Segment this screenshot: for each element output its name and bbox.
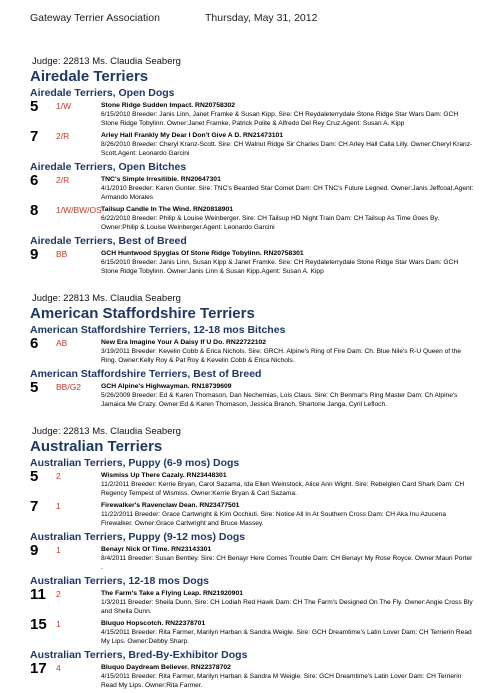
- dog-name: GCH Huntwood Spyglas Of Stone Ridge Tobylinn. RN20758301: [101, 250, 304, 257]
- entry-award: 2: [56, 589, 61, 599]
- dog-details: 8/26/2010 Breeder: Cheryl Kranz-Scott. Sire: CH Walnut Ridge Sir Charles Dam: CH Arley Hall Calla Lilly. Owner:Cheryl Kranz-Scott.Agent: Leonardo Garcini: [101, 141, 473, 157]
- entry-row: [30, 335, 475, 365]
- entry-body: [101, 249, 475, 276]
- class-heading: Australian Terriers, Puppy (9-12 mos) Dogs: [30, 531, 246, 543]
- judge-line: Judge: 22813 Ms. Claudia Seaberg: [32, 56, 181, 67]
- entry-row: [30, 98, 475, 128]
- entry-award: 1: [56, 545, 61, 555]
- dog-name: Bluquo Hopscotch. RN22378701: [101, 620, 206, 627]
- results-list: [30, 56, 475, 693]
- judge-line: Judge: 22813 Ms. Claudia Seaberg: [32, 426, 181, 437]
- organization-name: Gateway Terrier Association: [30, 12, 160, 24]
- dog-details: 4/15/2011 Breeder: Rita Farmer, Marilyn Harban & Sandra M Weigle. Sire: GCH Dreamtime's Latin Lover Dam: CH Terrierin Read My Lips. Owner:Rita Farmer.: [101, 673, 462, 689]
- entry-body: [101, 545, 475, 572]
- dog-details: 4/15/2011 Breeder: Rita Farmer, Marilyn Harban & Sandra Weigle. Sire: GCH Dreamtime's Latin Lover Dam: CH Terrierin Read My Lips. Owner:Debby Sharp.: [101, 629, 472, 645]
- dog-details: 11/22/2011 Breeder: Grace Cartwright & Kim Occhiuti. Sire: Notice All In At Southern Cross Dam: CH Aka Inu Azucena Firewalker. Owner:Grace Cartwright and Bruce Massey.: [101, 511, 446, 527]
- entry-number: 5: [30, 379, 39, 396]
- dog-name: New Era Imagine Your A Daisy If U Do. RN22722102: [101, 339, 267, 346]
- breed-heading: American Staffordshire Terriers: [30, 305, 255, 322]
- entry-row: [30, 616, 475, 646]
- dog-name: The Farm's Take a Flying Leap. RN21920901: [101, 590, 244, 597]
- class-heading: Airedale Terriers, Open Bitches: [30, 161, 187, 173]
- entry-number: 5: [30, 468, 39, 485]
- entry-number: 7: [30, 498, 39, 515]
- entry-number: 8: [30, 202, 39, 219]
- entry-number: 15: [30, 616, 47, 633]
- dog-details: 1/3/2011 Breeder: Sheila Dunn. Sire: CH Lodiah Red Hawk Dam: CH The Farm's Designed On The Fly. Owner:Angie Cross Bly and Sheila Dunn.: [101, 599, 473, 615]
- section-spacer: [30, 412, 475, 426]
- entry-award: AB: [56, 338, 68, 348]
- entry-number: 6: [30, 335, 39, 352]
- entry-award: BB: [56, 249, 68, 259]
- entry-body: [101, 338, 475, 365]
- dog-details: 6/15/2010 Breeder: Janis Linn, Janet Framke & Susan Kipp. Sire: CH Reydaleterrydale Stone Ridge Star Wars Dam: GCH Stone Ridge Tobylinn. Owner:Janet Framke, Patrick Polite & Alfredo Del Rey Cruz.Agent: Susan A. Kipp: [101, 111, 459, 127]
- entry-row: [30, 498, 475, 528]
- entry-number: 5: [30, 98, 39, 115]
- class-heading: Airedale Terriers, Open Dogs: [30, 87, 175, 99]
- page-header: [30, 12, 318, 24]
- entry-award: BB/G2: [56, 382, 82, 392]
- class-heading: Australian Terriers, 12-18 mos Dogs: [30, 575, 209, 587]
- entry-body: [101, 205, 475, 232]
- dog-details: 3/19/2011 Breeder: Kevelin Cobb & Erica Nichols. Sire: GRCH. Alpine's Ring of Fire Dam: Ch. Blue Nile's R-U Queen of the Ring. Owner:Kelly Roy & Pat Roy & Kevelin Cobb & Erica Nichols.: [101, 348, 462, 364]
- entry-number: 7: [30, 128, 39, 145]
- entry-row: [30, 202, 475, 232]
- dog-details: 11/2/2011 Breeder: Kerrie Bryan, Carol Sazama, Ida Ellen Weinstock, Alice Ann Wight. Sire: Rebelglen Card Shark Dam: CH Regency Tempest of Wismiss. Owner:Kerrie Bryan & Carl Sazama.: [101, 481, 465, 497]
- entry-row: [30, 468, 475, 498]
- section-spacer: [30, 279, 475, 293]
- entry-body: [101, 619, 475, 646]
- entry-body: [101, 663, 475, 690]
- dog-name: Arley Hall Frankly My Dear I Don't Give A D. RN21473101: [101, 132, 284, 139]
- judge-line: Judge: 22813 Ms. Claudia Seaberg: [32, 293, 181, 304]
- entry-row: [30, 586, 475, 616]
- entry-award: 1/W: [56, 101, 72, 111]
- entry-award: 1/W/BW/OS: [56, 205, 102, 215]
- entry-number: 17: [30, 660, 47, 677]
- page-date: Thursday, May 31, 2012: [205, 12, 318, 24]
- class-heading: Australian Terriers, Puppy (6-9 mos) Dogs: [30, 457, 240, 469]
- entry-body: [101, 382, 475, 409]
- entry-award: 1: [56, 501, 61, 511]
- entry-number: 9: [30, 542, 39, 559]
- dog-name: Wismiss Up There Cazaly. RN23448301: [101, 472, 227, 479]
- class-heading: Airedale Terriers, Best of Breed: [30, 235, 187, 247]
- dog-details: 4/1/2010 Breeder: Karen Gunter. Sire: TNC's Bearded Star Comet Dam: CH TNC's Future Legned. Owner:Janis Jeffcoat.Agent: Armando Morales: [101, 185, 474, 201]
- dog-name: Tailsup Candle In The Wind. RN20818901: [101, 206, 234, 213]
- entry-award: 1: [56, 619, 61, 629]
- entry-award: 4: [56, 663, 61, 673]
- entry-row: [30, 246, 475, 276]
- entry-body: [101, 101, 475, 128]
- entry-body: [101, 471, 475, 498]
- dog-name: Stone Ridge Sudden Impact. RN20758302: [101, 102, 236, 109]
- entry-body: [101, 589, 475, 616]
- entry-award: 2/R: [56, 175, 70, 185]
- dog-name: Bluquo Daydream Believer. RN22378702: [101, 664, 231, 671]
- entry-award: 2: [56, 471, 61, 481]
- entry-number: 11: [30, 586, 46, 603]
- entry-body: [101, 175, 475, 202]
- dog-details: 8/4/2011 Breeder: Susan Bentley. Sire: CH Benayr Here Comes Trouble Dam: CH Benayr My Rose Royce. Owner:Mauri Porter .: [101, 555, 473, 571]
- dog-name: Benayr Nick Of Time. RN23143301: [101, 546, 212, 553]
- entry-number: 9: [30, 246, 39, 263]
- dog-details: 6/15/2010 Breeder: Janis Linn, Susan Kipp & Janet Framke. Sire: CH Reydaleterrydale Stone Ridge Star Wars Dam: GCH Stone Ridge Tobylinn. Owner:Janis Linn & Susan Kipp.Agent: Susan A. Kipp: [101, 259, 459, 275]
- entry-row: [30, 542, 475, 572]
- entry-body: [101, 501, 475, 528]
- dog-name: GCH Alpine's Highwayman. RN18739609: [101, 383, 232, 390]
- breed-heading: Australian Terriers: [30, 438, 163, 455]
- entry-row: [30, 660, 475, 690]
- dog-details: 5/26/2009 Breeder: Ed & Karen Thomason, Dan Nechemias, Lois Claus. Sire: Ch Benmar's Ring Master Dam: Ch Alpine's Jamaica Me Crazy. Owner:Ed & Karen Thomason, Jessica Branch, Shartone Janga, Cyril Lefloch.: [101, 392, 458, 408]
- class-heading: Australian Terriers, Bred-By-Exhibitor Dogs: [30, 649, 248, 661]
- entry-number: 6: [30, 172, 39, 189]
- entry-row: [30, 128, 475, 158]
- dog-name: TNC's Simple Irresitible. RN20647301: [101, 176, 221, 183]
- entry-body: [101, 131, 475, 158]
- dog-details: 6/22/2010 Breeder: Philip & Louise Weinberger. Sire: CH Tailsup HD Night Train Dam: CH Tailsup As Time Goes By. Owner:Philip & Louise Weinberger.Agent: Leonardo Garcini: [101, 215, 440, 231]
- dog-name: Firewalker's Ravenclaw Dean. RN23477501: [101, 502, 240, 509]
- breed-heading: Airedale Terriers: [30, 68, 149, 85]
- entry-award: 2/R: [56, 131, 70, 141]
- class-heading: American Staffordshire Terriers, Best of Breed: [30, 368, 262, 380]
- class-heading: American Staffordshire Terriers, 12-18 mos Bitches: [30, 324, 286, 336]
- entry-row: [30, 172, 475, 202]
- entry-row: [30, 379, 475, 409]
